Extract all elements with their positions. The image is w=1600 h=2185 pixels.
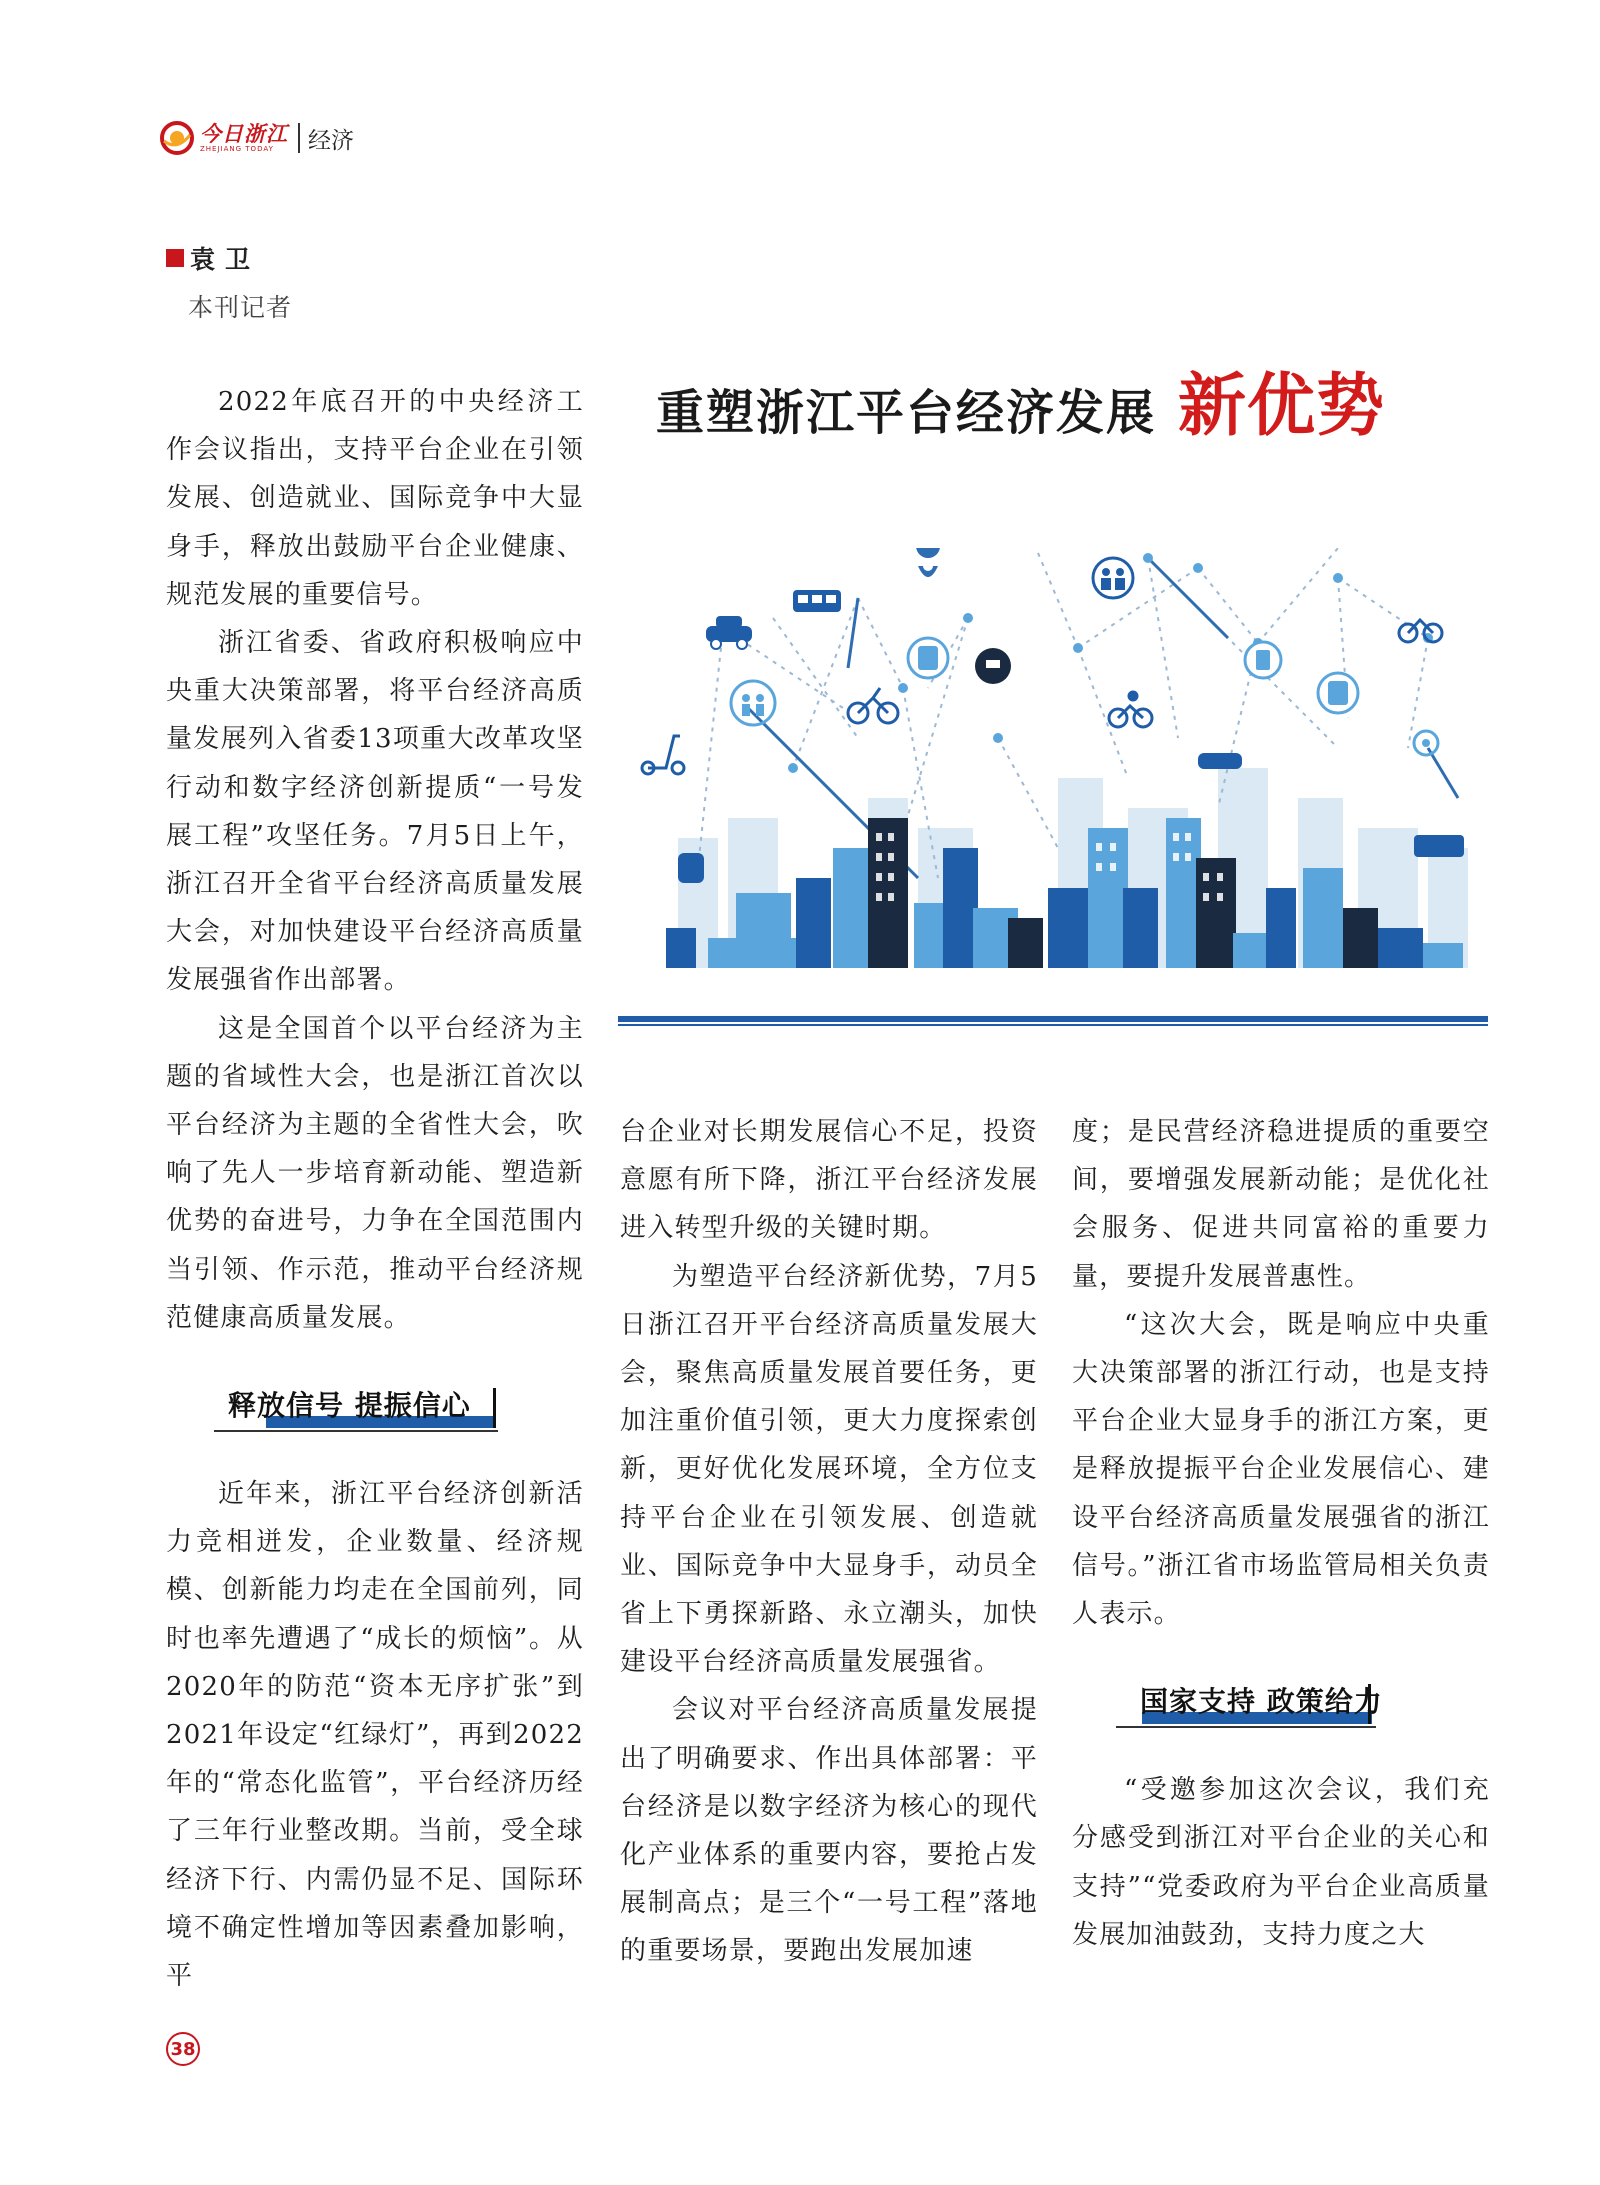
subheading-underline [214,1430,498,1432]
paragraph: 度；是民营经济稳进提质的重要空间，要增强发展新动能；是优化社会服务、促进共同富裕的重要力量，要提升发展普惠性。 [1072,1117,1490,1292]
subheading-underline [1116,1726,1376,1728]
bus-icon [1318,673,1358,713]
byline [166,240,292,324]
subheading-tick [493,1388,496,1428]
author-name: 袁卫 [190,245,261,274]
people-icon [1093,558,1133,598]
smart-city-illustration [618,548,1488,1034]
subheading-policy [1072,1672,1490,1736]
article-column-2 [620,1108,1038,1976]
section-label: 经济 [308,127,354,154]
header-divider [298,123,300,153]
page-header [160,118,354,158]
subheading-text: 释放信号 提振信心 [228,1389,471,1423]
subheading-signal [166,1376,584,1440]
bus-icon [908,638,948,678]
electric-scooter-icon [642,736,684,774]
location-pin-icon [1414,731,1438,755]
author-role: 本刊记者 [188,293,293,322]
paragraph: 浙江省委、省政府积极响应中央重大决策部署，将平台经济高质量发展列入省委13项重大改革攻坚行动和数字经济创新提质“一号发展工程”攻坚任务。7月5日上午，浙江召开全省平台经济高质量发展大会，对加快建设平台经济高质量发展强省作出部署。 [166,628,584,996]
logo-text [200,123,288,153]
logo-cn: 今日浙江 [200,121,288,146]
tram-icon [1414,835,1464,857]
author-marker [166,249,184,267]
people-icon [731,681,775,725]
title-main: 重塑浙江平台经济发展 [656,385,1157,441]
title-accent: 新优势 [1178,366,1386,446]
author [166,240,292,276]
paragraph: 这是全国首个以平台经济为主题的省域性大会，也是浙江首次以平台经济为主题的全省性大会，吹响了先人一步培育新动能、塑造新优势的奋进号，力争在全国范围内当引领、作示范，推动平台经济规范健康高质量发展。 [166,1013,584,1333]
article-title [656,352,1456,449]
paragraph: “受邀参加这次会议，我们充分感受到浙江对平台企业的关心和支持”“党委政府为平台企业高质量发展加油鼓劲，支持力度之大 [1072,1775,1490,1950]
tram-icon [793,590,841,612]
car-icon [1198,753,1242,769]
train-icon [678,853,704,883]
paragraph: 2022年底召开的中央经济工作会议指出，支持平台企业在引领发展、创造就业、国际竞争中大显身手，释放出鼓励平台企业健康、规范发展的重要信号。 [166,387,584,610]
paragraph: 台企业对长期发展信心不足，投资意愿有所下降，浙江平台经济发展进入转型升级的关键时期。 [620,1117,1038,1244]
cyclist-icon [1109,692,1152,727]
paragraph: 会议对平台经济高质量发展提出了明确要求、作出具体部署：平台经济是以数字经济为核心的现代化产业体系的重要内容，要抢占发展制高点；是三个“一号工程”落地的重要场景，要跑出发展加速 [620,1695,1038,1967]
article-column-3 [1072,1108,1490,1959]
paragraph: 为塑造平台经济新优势，7月5日浙江召开平台经济高质量发展大会，聚焦高质量发展首要任务，更加注重价值引领，更大力度探索创新，更好优化发展环境，全方位支持平台企业在引领发展、创造就业、国际竞争中大显身手，动员全省上下勇探新路、永立潮头，加快建设平台经济高质量发展强省。 [620,1261,1038,1678]
battery-icon [1245,642,1281,678]
charging-plug-icon [975,648,1011,684]
zhejiang-today-logo-icon [160,121,194,155]
article-column-1 [166,378,584,2000]
subheading-text: 国家支持 政策给力 [1140,1685,1383,1719]
logo-en: ZHEJIANG TODAY [200,145,274,153]
paragraph: “这次大会，既是响应中央重大决策部署的浙江行动，也是支持平台企业大显身手的浙江方案，更是释放提振平台企业发展信心、建设平台经济高质量发展强省的浙江信号。”浙江省市场监管局相关负责人表示。 [1072,1309,1490,1630]
car-icon [706,616,752,649]
page-number: 38 [166,2032,200,2066]
paragraph: 近年来，浙江平台经济创新活力竞相迸发，企业数量、经济规模、创新能力均走在全国前列，同时也率先遭遇了“成长的烦恼”。从2020年的防范“资本无序扩张”到2021年设定“红绿灯”，再到2022年的“常态化监管”，平台经济历经了三年行业整改期。当前，受全球经济下行、内需仍显不足、国际环境不确定性增加等因素叠加影响，平 [166,1479,584,1992]
location-pin-icon [916,548,940,577]
